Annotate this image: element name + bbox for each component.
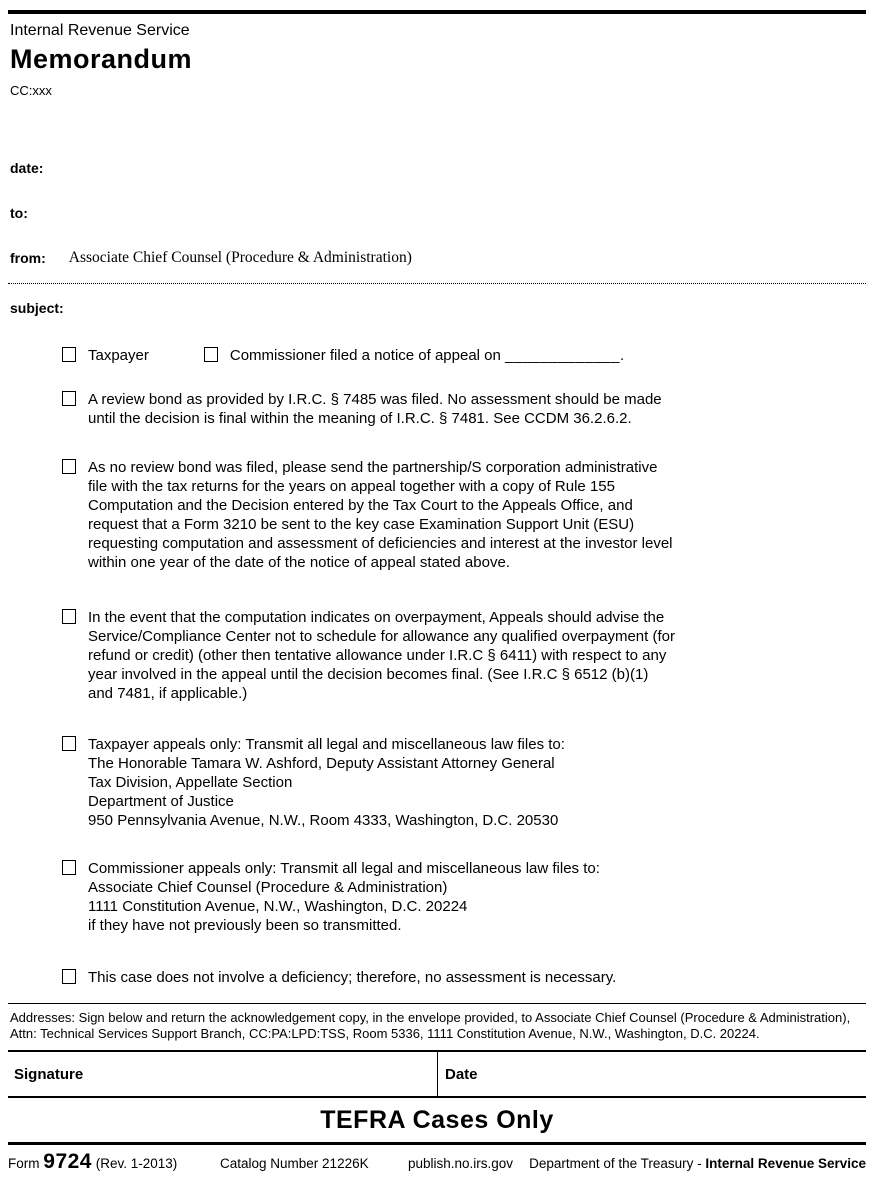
no-review-bond-checkbox[interactable] [62, 459, 76, 474]
department-line [529, 1156, 866, 1171]
date-label: date: [10, 160, 44, 176]
form-revision: (Rev. 1-2013) [95, 1156, 178, 1171]
no-review-bond-text: As no review bond was filed, please send the partnership/S corporation administrative file with the tax returns for the years on appeal together with a copy of Rule 155 Computation and the Decision entered by the Tax Court to the Appeals Office, and request that a Form 3210 be sent to the key case Examination Support Unit (ESU) requesting computation and assessment of deficiencies and interest at the investor level within one year of the date of the notice of appeal stated above. [88, 459, 673, 571]
to-label: to: [10, 205, 28, 221]
top-rule [8, 10, 866, 14]
footer [8, 1150, 866, 1174]
no-deficiency-checkbox[interactable] [62, 969, 76, 984]
commissioner-checkbox[interactable] [204, 347, 218, 362]
from-label: from: [10, 250, 46, 266]
from-field-row [10, 250, 866, 266]
taxpayer-appeals-text: Taxpayer appeals only: Transmit all legal and miscellaneous law files to: The Honorable Tamara W. Ashford, Deputy Assistant Attorney General Tax Division, Appellate Section Department of Justice 950 Pennsylvania Avenue, N.W., Room 4333, Washington, D.C. 20530 [88, 736, 565, 829]
subject-field-row [10, 300, 866, 316]
taxpayer-checkbox[interactable] [62, 347, 76, 362]
tefra-banner: TEFRA Cases Only [320, 1106, 554, 1134]
overpayment-checkbox[interactable] [62, 609, 76, 624]
period: . [619, 347, 625, 364]
publish-url: publish.no.irs.gov [408, 1156, 514, 1171]
commissioner-text: Commissioner filed a notice of appeal on [229, 347, 501, 364]
dotted-separator [8, 283, 866, 284]
commissioner-appeals-text: Commissioner appeals only: Transmit all legal and miscellaneous law files to: Associate Chief Counsel (Procedure & Administration) 1111 Constitution Avenue, N.W., Washington, D.C. 20224 if they have not previously been so transmitted. [88, 860, 600, 934]
addresses-top-rule [8, 1003, 866, 1004]
addresses-note-line2: Attn: Technical Services Support Branch, CC:PA:LPD:TSS, Room 5336, 1111 Constitution Avenue, N.W., Washington, D.C. 20224. [10, 1026, 760, 1041]
no-deficiency-text: This case does not involve a deficiency; therefore, no assessment is necessary. [88, 969, 617, 986]
taxpayer-label: Taxpayer [88, 347, 149, 364]
addresses-note-line1: Addresses: Sign below and return the acknowledgement copy, in the envelope provided, to Associate Chief Counsel (Procedure & Administration), [10, 1010, 851, 1025]
signature-label: Signature [14, 1065, 84, 1083]
department-agency: Internal Revenue Service [705, 1156, 866, 1171]
commissioner-appeals-checkbox[interactable] [62, 860, 76, 875]
appeal-type-row [62, 346, 866, 365]
date-signed-field[interactable] [437, 1052, 866, 1096]
signature-date-table [8, 1050, 866, 1098]
form-word: Form [8, 1156, 40, 1171]
footer-rule [8, 1142, 866, 1145]
commissioner-label [230, 346, 624, 365]
checklist-item-overpayment [62, 608, 866, 703]
checklist-item-no-review-bond [62, 458, 866, 572]
agency-name: Internal Revenue Service [10, 22, 190, 39]
department-prefix: Department of the Treasury - [529, 1156, 706, 1171]
catalog-number: Catalog Number 21226K [220, 1156, 369, 1171]
review-bond-text: A review bond as provided by I.R.C. § 7485 was filed. No assessment should be made until the decision is final within the meaning of I.R.C. § 7481. See CCDM 36.2.6.2. [88, 391, 662, 427]
checklist-item-review-bond [62, 390, 866, 428]
taxpayer-appeals-checkbox[interactable] [62, 736, 76, 751]
cc-line: CC:xxx [10, 83, 52, 98]
subject-label: subject: [10, 300, 64, 316]
checklist-item-no-deficiency [62, 968, 866, 987]
checklist-item-taxpayer-appeals [62, 735, 866, 830]
appeal-date-blank[interactable]: _____________ [505, 347, 620, 364]
from-value: Associate Chief Counsel (Procedure & Administration) [68, 249, 412, 266]
signature-field[interactable] [8, 1052, 437, 1096]
form-number: 9724 [43, 1150, 92, 1173]
addresses-note [10, 1010, 866, 1042]
review-bond-checkbox[interactable] [62, 391, 76, 406]
date-signed-label: Date [445, 1065, 478, 1083]
overpayment-text: In the event that the computation indicates on overpayment, Appeals should advise the Service/Compliance Center not to schedule for allowance any qualified overpayment (for refund or credit) (other then tentative allowance under I.R.C § 6411) with respect to any year involved in the appeal until the decision becomes final. (See I.R.C § 6512 (b)(1) and 7481, if applicable.) [88, 609, 675, 702]
memo-title: Memorandum [10, 44, 193, 74]
checklist-item-commissioner-appeals [62, 859, 866, 935]
form-id [8, 1150, 220, 1174]
to-field-row [10, 205, 866, 221]
date-field-row [10, 160, 866, 176]
